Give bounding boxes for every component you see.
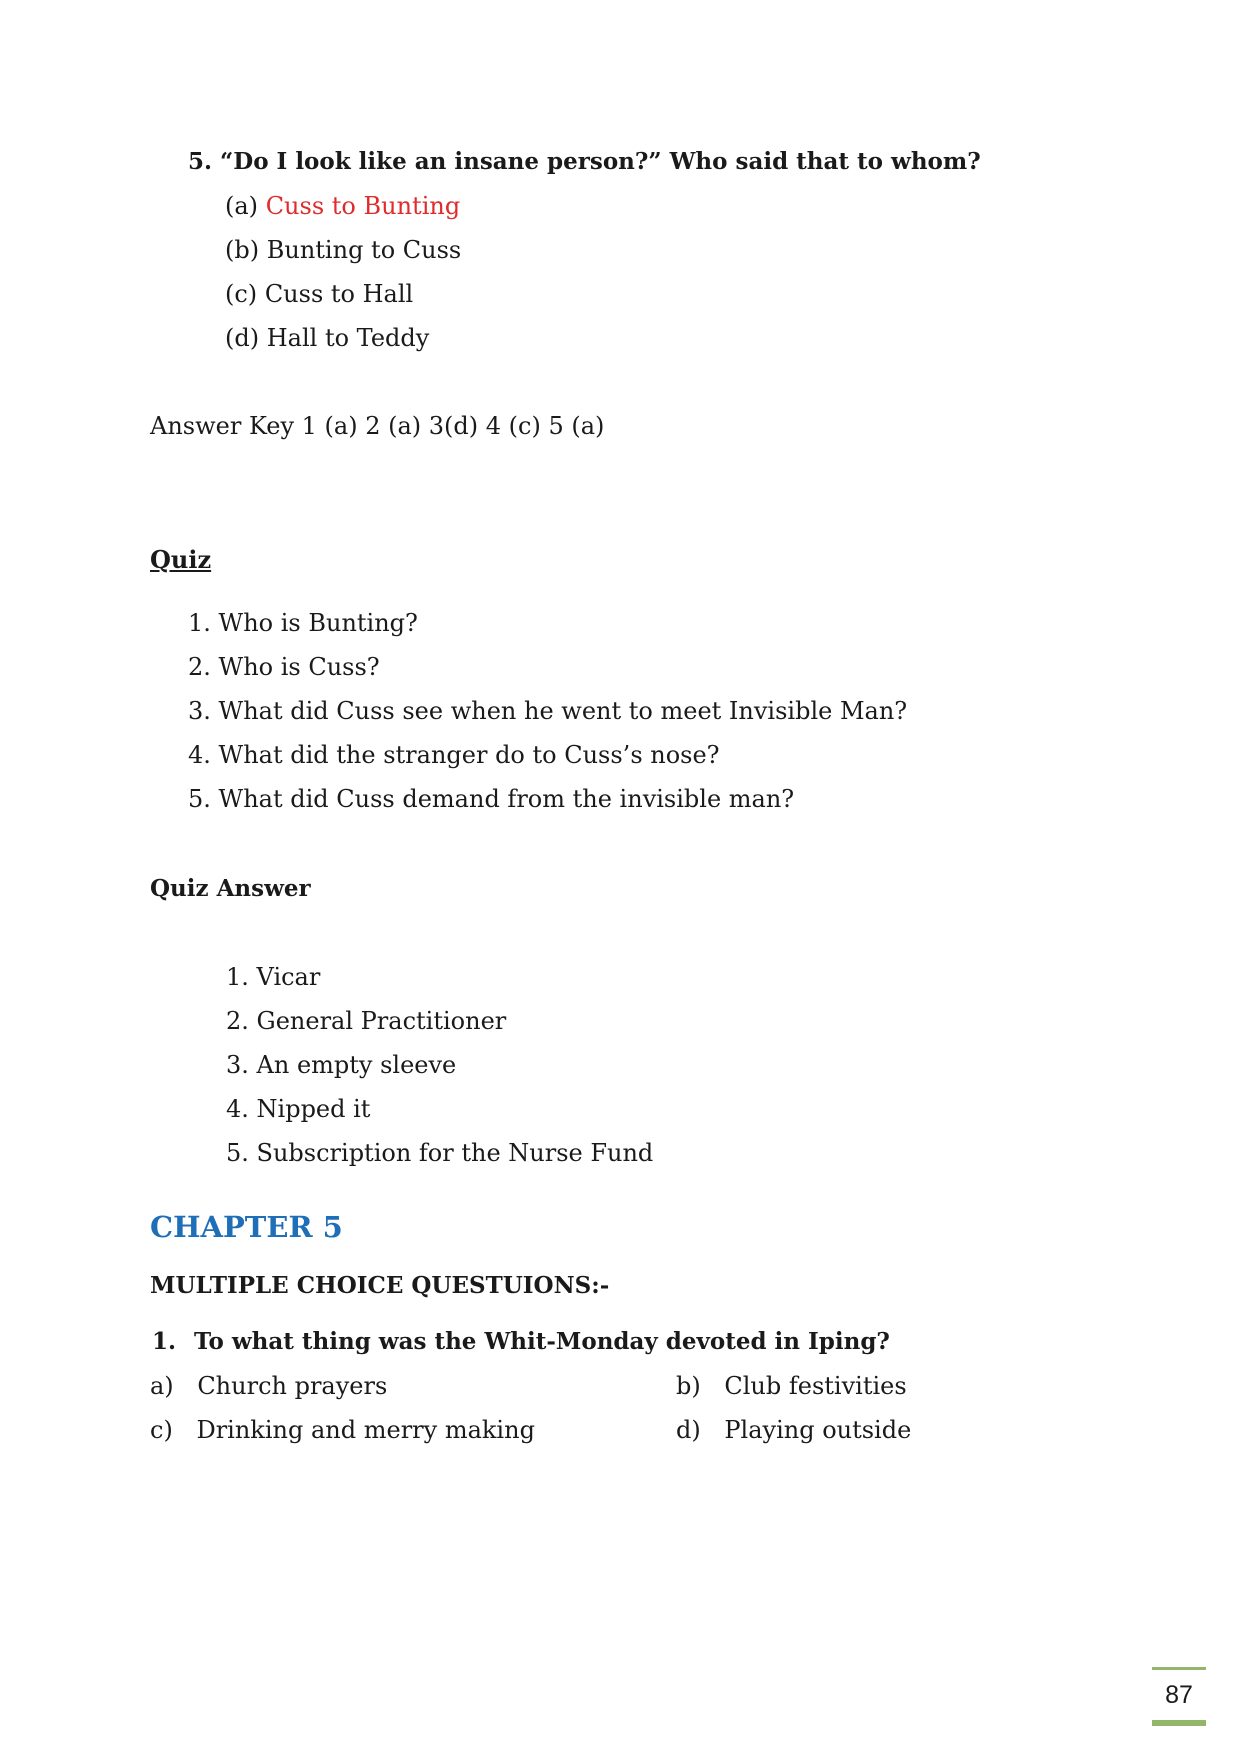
option-d: [225, 324, 429, 352]
question-text: To what thing was the Whit-Monday devoted in Iping?: [194, 1328, 890, 1355]
option-label: (d): [225, 324, 260, 352]
question-number: 1.: [152, 1328, 177, 1355]
quiz-answer-item: 3. An empty sleeve: [226, 1051, 457, 1079]
option-text: Hall to Teddy: [266, 324, 430, 352]
option-a: [225, 192, 460, 220]
quiz-question: 2. Who is Cuss?: [188, 653, 380, 681]
option-text-correct: Cuss to Bunting: [265, 192, 461, 220]
option-label: d): [676, 1416, 701, 1444]
section-heading: MULTIPLE CHOICE QUESTUIONS:-: [150, 1272, 610, 1299]
question-5: [188, 148, 981, 175]
mcq-option-d: [676, 1416, 911, 1444]
quiz-answer-item: 4. Nipped it: [226, 1095, 371, 1123]
quiz-question: 4. What did the stranger do to Cuss’s nose?: [188, 741, 720, 769]
option-text: Playing outside: [724, 1416, 912, 1444]
option-text: Drinking and merry making: [196, 1416, 535, 1444]
option-label: c): [150, 1416, 173, 1444]
chapter-title: CHAPTER 5: [150, 1210, 343, 1244]
chapter-question-1: [152, 1328, 890, 1355]
option-text: Cuss to Hall: [264, 280, 414, 308]
option-c: [225, 280, 413, 308]
option-label: (b): [225, 236, 260, 264]
quiz-question: 1. Who is Bunting?: [188, 609, 418, 637]
page-number-box: [1152, 1667, 1206, 1726]
quiz-answer-title: Quiz Answer: [150, 875, 311, 902]
quiz-answer-item: 2. General Practitioner: [226, 1007, 507, 1035]
quiz-question: 3. What did Cuss see when he went to meet Invisible Man?: [188, 697, 908, 725]
question-text: “Do I look like an insane person?” Who said that to whom?: [220, 148, 981, 175]
option-text: Church prayers: [197, 1372, 388, 1400]
option-b: [225, 236, 461, 264]
answer-key: Answer Key 1 (a) 2 (a) 3(d) 4 (c) 5 (a): [150, 412, 605, 440]
quiz-title: Quiz: [150, 545, 212, 574]
quiz-answer-item: 1. Vicar: [226, 963, 321, 991]
page-number: 87: [1165, 1680, 1193, 1709]
mcq-option-a: [150, 1372, 387, 1400]
option-label: (a): [225, 192, 259, 220]
option-label: a): [150, 1372, 174, 1400]
option-text: Club festivities: [724, 1372, 907, 1400]
quiz-answer-item: 5. Subscription for the Nurse Fund: [226, 1139, 654, 1167]
option-text: Bunting to Cuss: [266, 236, 462, 264]
option-label: b): [676, 1372, 701, 1400]
question-number: 5.: [188, 148, 213, 175]
mcq-option-c: [150, 1416, 535, 1444]
quiz-question: 5. What did Cuss demand from the invisible man?: [188, 785, 795, 813]
option-label: (c): [225, 280, 258, 308]
mcq-option-b: [676, 1372, 907, 1400]
